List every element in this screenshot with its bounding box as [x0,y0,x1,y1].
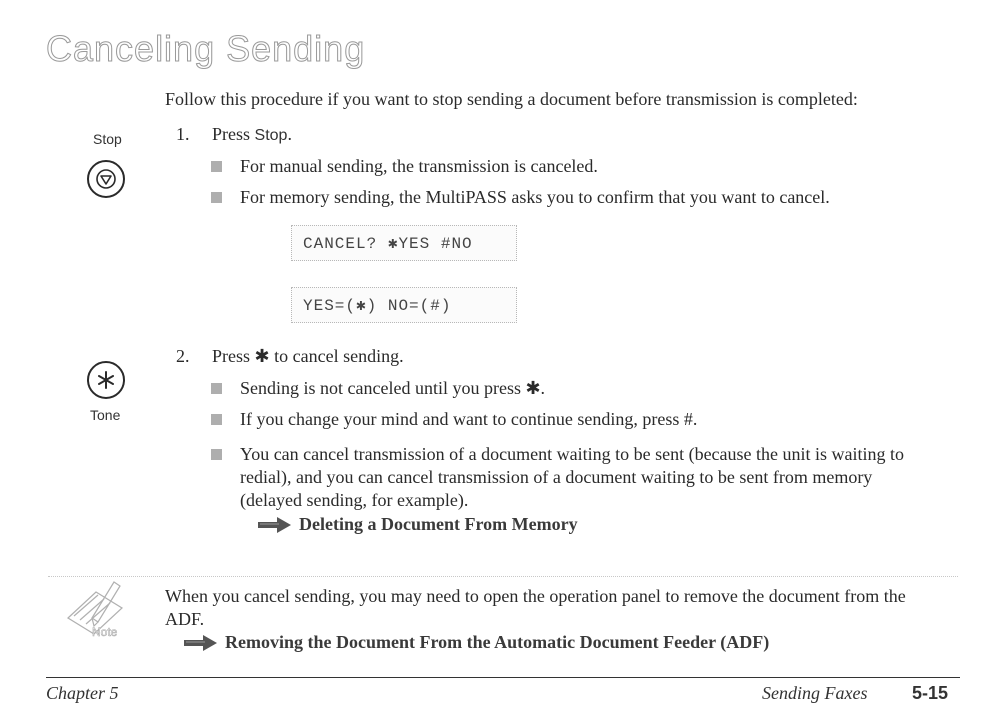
step-2-bullet-1 [211,377,545,400]
footer-chapter: Chapter 5 [46,683,119,703]
page-number: 5-15 [912,683,949,703]
note-label: Note [92,625,118,639]
bullet-square-icon [211,161,222,172]
bullet-square-icon [211,449,222,460]
bullet-square-icon [211,192,222,203]
bullet-square-icon [211,414,222,425]
footer-section: Sending Faxes [762,683,868,703]
page-title: Canceling Sending [46,28,366,69]
stop-key [87,160,125,198]
bullet-text: For manual sending, the transmission is canceled. [240,156,598,176]
step-2-text [212,345,404,368]
section-divider [48,576,958,577]
bullet-text: If you change your mind and want to continue sending, press #. [240,409,698,429]
lcd-display-options: YES=(✱) NO=(#) [291,287,517,323]
step-1-text [212,123,292,147]
lcd-display-confirm: CANCEL? ✱YES #NO [291,225,517,261]
intro-paragraph: Follow this procedure if you want to stop sending a document before transmission is completed: [165,89,858,109]
step-1-bullet-2 [211,186,830,209]
step-1-key-name: Stop [254,127,288,144]
reference-link-deleting[interactable] [257,514,578,535]
step-2-bullet-2 [211,408,697,431]
step-1-number: 1. [176,124,190,144]
footer-rule [46,677,960,678]
stop-icon [95,168,117,190]
bullet-text: You can cancel transmission of a document waiting to be sent (because the unit is waiting to redial), and you can cancel transmission of a document waiting to be sent from memory (delayed sending, for example). [240,444,905,510]
bullet-text: For memory sending, the MultiPASS asks you to confirm that you want to cancel. [240,187,830,207]
step-2-number: 2. [176,346,190,366]
step-1-text-prefix: Press [212,124,255,144]
bullet-text: Sending is not canceled until you press ✱. [240,378,546,398]
step-2-bullet-3 [211,443,930,512]
bullet-square-icon [211,383,222,394]
tone-key [87,361,125,399]
reference-arrow-icon [183,634,219,652]
reference-text: Deleting a Document From Memory [299,514,578,534]
step-1-bullet-1 [211,155,598,178]
note-text: When you cancel sending, you may need to open the operation panel to remove the document from the ADF. [165,586,906,629]
stop-key-label: Stop [93,131,122,147]
step-1-text-suffix: . [287,124,292,144]
step-2-text-suffix: to cancel sending. [269,346,404,366]
reference-arrow-icon [257,516,293,534]
step-2-key-glyph: ✱ [254,346,270,366]
tone-key-label: Tone [90,407,121,423]
reference-text: Removing the Document From the Automatic Document Feeder (ADF) [225,632,770,652]
asterisk-icon [96,370,116,390]
reference-link-removing[interactable] [183,632,769,653]
step-2-text-prefix: Press [212,346,255,366]
